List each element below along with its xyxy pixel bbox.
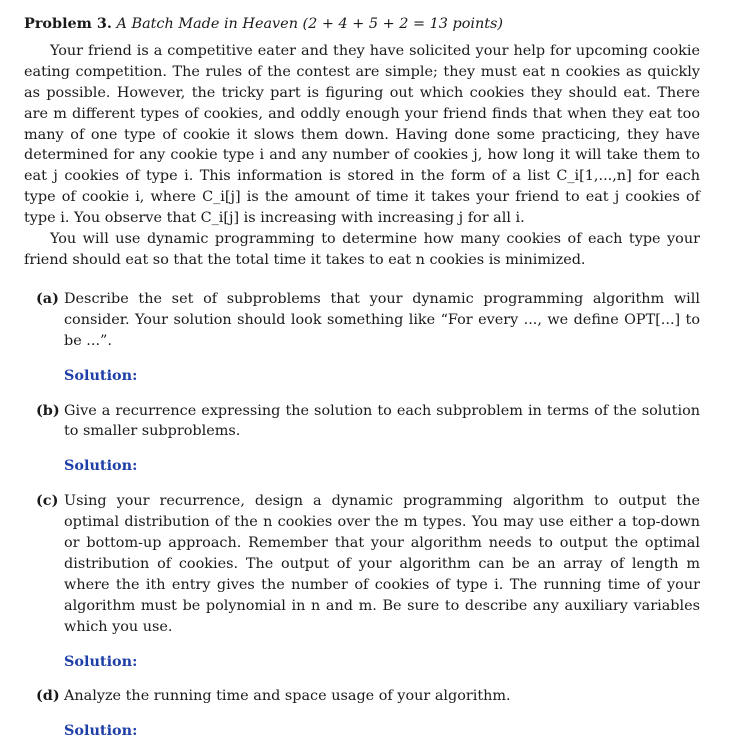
part-label: (d)	[36, 687, 60, 705]
problem-parts	[24, 289, 700, 742]
part-d	[24, 686, 700, 707]
problem-heading	[24, 14, 700, 35]
part-label: (c)	[36, 492, 59, 510]
solution-label: Solution:	[64, 457, 138, 475]
part-text: Give a recurrence expressing the solution to each subproblem in terms of the solution to smaller subproblems.	[64, 402, 700, 440]
intro-paragraph: Your friend is a competitive eater and they have solicited your help for upcoming cookie eating competition. The rules of the contest are simple; they must eat n cookies as quickly as possible. However, the tricky part is figuring out which cookies they should eat. There are m different types of cookies, and oddly enough your friend finds that when they eat too many of one type of cookie it slows them down. Having done some practicing, they have determined for any cookie type i and any number of cookies j, how long it will take them to eat j cookies of type i. This information is stored in the form of a list C_i[1,...,n] for each type of cookie i, where C_i[j] is the amount of time it takes your friend to eat j cookies of type i. You observe that C_i[j] is increasing with increasing j for all i.	[24, 42, 700, 227]
part-c	[24, 491, 700, 637]
part-text: Analyze the running time and space usage of your algorithm.	[64, 688, 511, 705]
problem-title: A Batch Made in Heaven (2 + 4 + 5 + 2 = 13 points)	[116, 16, 504, 32]
problem-page	[24, 14, 700, 756]
part-label: (a)	[36, 289, 59, 307]
intro-paragraph: You will use dynamic programming to determine how many cookies of each type your friend should eat so that the total time it takes to eat n cookies is minimized.	[24, 231, 700, 268]
part-a	[24, 289, 700, 352]
part-label: (b)	[36, 401, 60, 419]
part-b	[24, 401, 700, 443]
part-text: Describe the set of subproblems that your dynamic programming algorithm will consider. Your solution should look something like “For every ..., we define OPT[...] to be ...”.	[64, 290, 700, 349]
solution-label: Solution:	[64, 722, 138, 740]
solution-label: Solution:	[64, 366, 138, 384]
problem-number: Problem 3.	[24, 15, 112, 32]
part-text: Using your recurrence, design a dynamic programming algorithm to output the optimal distribution of the n cookies over the m types. You may use either a top-down or bottom-up approach. Remember that your algorithm needs to output the optimal distribution of cookies. The output of your algorithm can be an array of length m where the ith entry gives the number of cookies of type i. The running time of your algorithm must be polynomial in n and m. Be sure to describe any auxiliary variables which you use.	[64, 493, 700, 635]
solution-label: Solution:	[64, 652, 138, 670]
